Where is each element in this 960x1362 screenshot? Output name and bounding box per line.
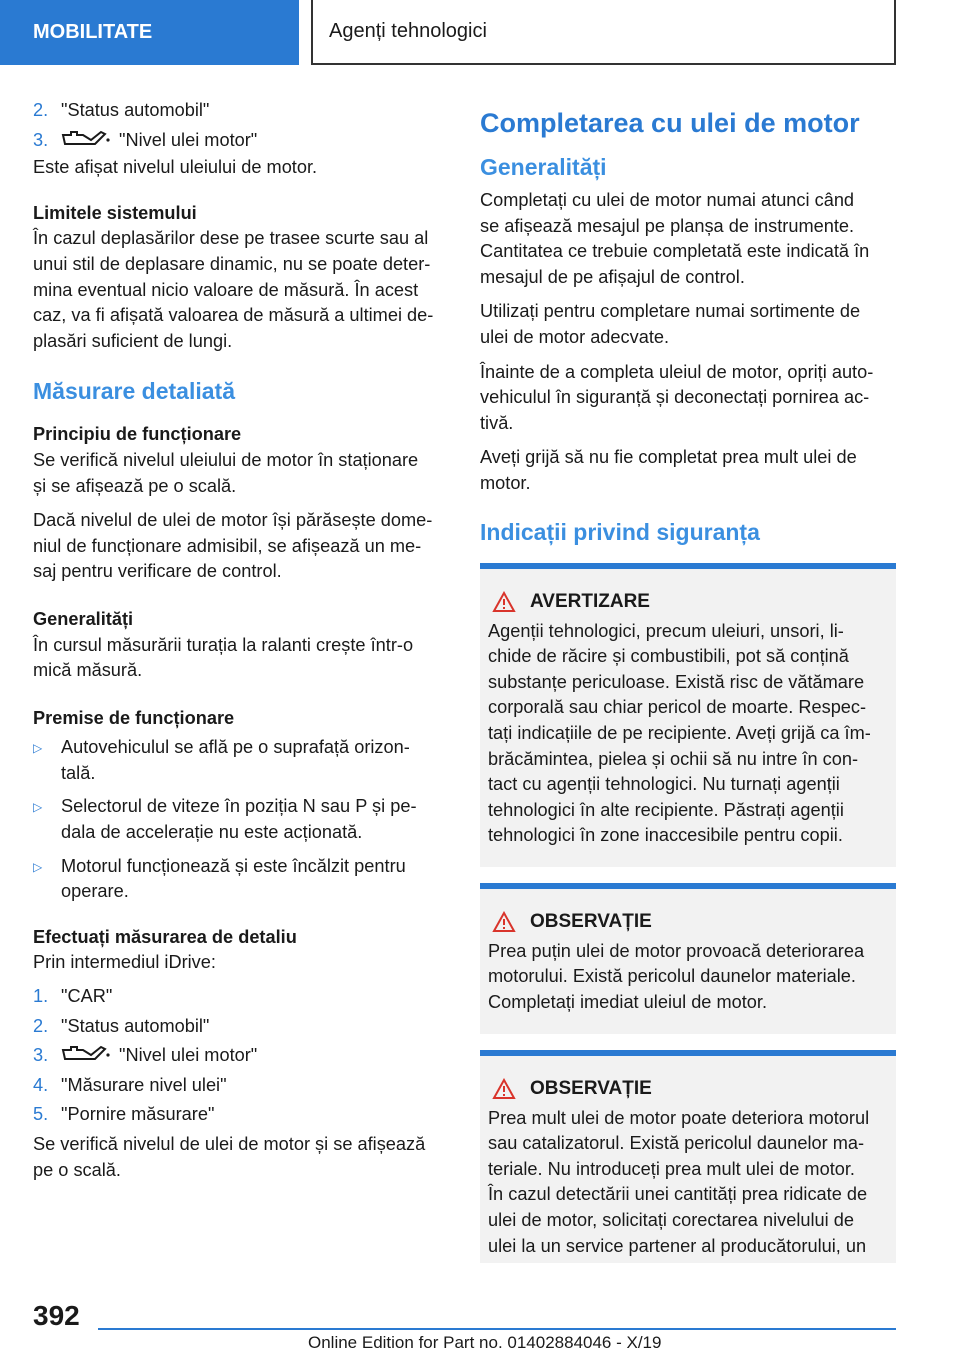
notice-header	[488, 911, 888, 933]
list-text: "Status automobil"	[61, 1015, 210, 1036]
list-text: "Pornire măsurare"	[61, 1104, 215, 1125]
triangle-bullet-icon: ▷	[33, 800, 43, 815]
text-line: Prea puțin ulei de motor provoacă deteriorarea	[488, 940, 865, 961]
bullet-item	[33, 794, 448, 845]
text-line: tehnologici în zone inaccesibile pentru copii.	[488, 825, 843, 846]
text-line: caz, va fi afișată valoarea de măsură a ultimei de-	[33, 305, 434, 326]
list-number: 5.	[33, 1104, 49, 1125]
notice-title: OBSERVAȚIE	[530, 1077, 652, 1099]
text-line: mică măsură.	[33, 660, 143, 681]
text-line: Dacă nivelul de ulei de motor își părăsește dome-	[33, 510, 433, 531]
text-line: vehiculul în siguranță și deconectați pornirea ac-	[480, 387, 870, 408]
text-line: corporală sau chiar pericol de moarte. Respec-	[488, 697, 867, 718]
bullet-item	[33, 735, 448, 786]
section-heading: Generalități	[480, 154, 607, 180]
paragraph: Prin intermediul iDrive:	[33, 952, 216, 973]
warning-title: AVERTIZARE	[530, 590, 650, 612]
chapter-tab	[0, 0, 299, 65]
text-line: și se afișează pe o scală.	[33, 475, 237, 496]
page-title: Completarea cu ulei de motor	[480, 108, 860, 138]
list-text: "Nivel ulei motor"	[119, 1045, 258, 1066]
right-column	[480, 102, 896, 1263]
triangle-bullet-icon: ▷	[33, 859, 43, 874]
text-line: saj pentru verificare de control.	[33, 561, 282, 582]
text-line: tală.	[61, 762, 96, 783]
text-line: chide de răcire și combustibili, pot să conțină	[488, 646, 849, 667]
text-line: substanțe periculoase. Există risc de vătămare	[488, 671, 865, 692]
text-line: În cazul deplasărilor dese pe trasee scurte sau al	[33, 228, 429, 249]
text-line: pe o scală.	[33, 1159, 121, 1180]
text-line: mina eventual nicio valoare de măsură. În acest	[33, 279, 419, 300]
text-line: tivă.	[480, 412, 514, 433]
paragraph	[33, 448, 448, 499]
text-line: Cantitatea ce trebuie completată este indicată în	[480, 241, 870, 262]
subheading: Generalități	[33, 608, 134, 629]
text-line: dala de accelerație nu este acționată.	[61, 822, 363, 843]
notice-box	[480, 883, 896, 1034]
text-line: teriale. Nu introduceți prea mult ulei de motor.	[488, 1158, 855, 1179]
text-line: ulei la un service partener al producătorului, un	[488, 1235, 867, 1256]
triangle-bullet-icon: ▷	[33, 741, 43, 756]
page-number: 392	[33, 1300, 80, 1331]
text-line: plasări suficient de lungi.	[33, 330, 233, 351]
subheading: Limitele sistemului	[33, 202, 197, 223]
footer-divider	[98, 1328, 896, 1330]
text-line: mesajul de pe afișajul de control.	[480, 266, 745, 287]
list-item	[33, 1073, 448, 1099]
warning-box	[480, 563, 896, 867]
subheading: Premise de funcționare	[33, 707, 235, 728]
text-line: tehnologici în alte recipiente. Păstrați agenții	[488, 799, 844, 820]
text-line: sau catalizatorul. Există pericolul daunelor ma-	[488, 1133, 865, 1154]
list-number: 3.	[33, 129, 49, 150]
subheading: Principiu de funcționare	[33, 424, 242, 445]
text-line: Prea mult ulei de motor poate deteriora motorul	[488, 1107, 870, 1128]
text-line: Agenții tehnologici, precum uleiuri, unsori, li-	[488, 620, 844, 641]
text-line: În cursul măsurării turația la ralanti crește într-o	[33, 634, 414, 655]
notice-box	[480, 1050, 896, 1264]
list-text: "CAR"	[61, 986, 113, 1007]
list-item	[33, 1102, 448, 1128]
text-line: Selectorul de viteze în poziția N sau P și pe-	[61, 796, 417, 817]
list-text: "Măsurare nivel ulei"	[61, 1074, 227, 1095]
list-number: 2.	[33, 100, 49, 120]
section-heading: Indicații privind siguranța	[480, 518, 760, 545]
text-line: ulei de motor adecvate.	[480, 326, 670, 347]
paragraph	[480, 299, 896, 350]
warning-triangle-icon	[492, 911, 516, 933]
list-item	[33, 984, 448, 1010]
bullet-item	[33, 854, 448, 905]
notice-header	[488, 1078, 888, 1100]
footer-edition: Online Edition for Part no. 01402884046 - X/19	[308, 1333, 662, 1352]
paragraph	[33, 633, 448, 684]
list-number: 4.	[33, 1074, 49, 1095]
text-line: Se verifică nivelul uleiului de motor în staționare	[33, 449, 419, 470]
text-line: Aveți grijă să nu fie completat prea mult ulei de	[480, 447, 857, 468]
paragraph	[33, 1132, 448, 1183]
text-line: tați indicațiile de pe recipiente. Aveți grijă ca îm-	[488, 722, 871, 743]
paragraph	[480, 360, 896, 437]
section-tab-label: Agenți tehnologici	[329, 20, 487, 42]
text-line: Autovehiculul se află pe o suprafață orizon-	[61, 737, 410, 758]
text-line: Înainte de a completa uleiul de motor, opriți auto-	[480, 361, 874, 382]
list-text: "Status automobil"	[61, 100, 210, 120]
left-column	[33, 98, 448, 1183]
warning-triangle-icon	[492, 591, 516, 613]
text-line: Motorul funcționează și este încălzit pentru	[61, 855, 406, 876]
text-line: Completați imediat uleiul de motor.	[488, 992, 768, 1013]
list-text: "Nivel ulei motor"	[119, 129, 258, 150]
list-number: 3.	[33, 1045, 49, 1066]
text-line: Completați cu ulei de motor numai atunci când	[480, 190, 855, 210]
section-tab	[311, 0, 896, 65]
paragraph: Este afișat nivelul uleiului de motor.	[33, 157, 318, 178]
text-line: motor.	[480, 472, 531, 493]
text-line: tact cu agenții tehnologici. Nu turnați agenții	[488, 774, 840, 795]
list-number: 2.	[33, 1015, 49, 1036]
list-number: 1.	[33, 986, 49, 1007]
paragraph	[33, 508, 448, 585]
paragraph	[480, 445, 896, 496]
list-item	[33, 98, 448, 124]
notice-title: OBSERVAȚIE	[530, 910, 652, 932]
section-heading: Măsurare detaliată	[33, 378, 235, 405]
text-line: motorului. Există pericolul daunelor materiale.	[488, 966, 856, 987]
text-line: niul de funcționare admisibil, se afișează un me-	[33, 535, 422, 556]
oil-can-icon	[61, 1043, 111, 1063]
list-item	[33, 1014, 448, 1040]
text-line: Utilizați pentru completare numai sortimente de	[480, 301, 861, 322]
text-line: Se verifică nivelul de ulei de motor și se afișează	[33, 1134, 426, 1154]
text-line: brăcămintea, pielea și ochii să nu intre în con-	[488, 748, 859, 769]
subheading: Efectuați măsurarea de detaliu	[33, 926, 297, 947]
text-line: ulei de motor, solicitați corectarea nivelului de	[488, 1210, 854, 1231]
warning-triangle-icon	[492, 1078, 516, 1100]
list-item	[33, 1043, 448, 1069]
chapter-tab-label: MOBILITATE	[33, 21, 153, 43]
warning-header	[488, 591, 888, 613]
oil-can-icon	[61, 128, 111, 148]
paragraph	[480, 188, 896, 290]
text-line: se afișează mesajul pe planșa de instrumente.	[480, 215, 855, 236]
paragraph	[33, 226, 448, 354]
text-line: operare.	[61, 881, 129, 902]
text-line: unui stil de deplasare dinamic, nu se poate deter-	[33, 253, 431, 274]
text-line: În cazul detectării unei cantități prea ridicate de	[488, 1184, 868, 1205]
list-item	[33, 128, 448, 154]
